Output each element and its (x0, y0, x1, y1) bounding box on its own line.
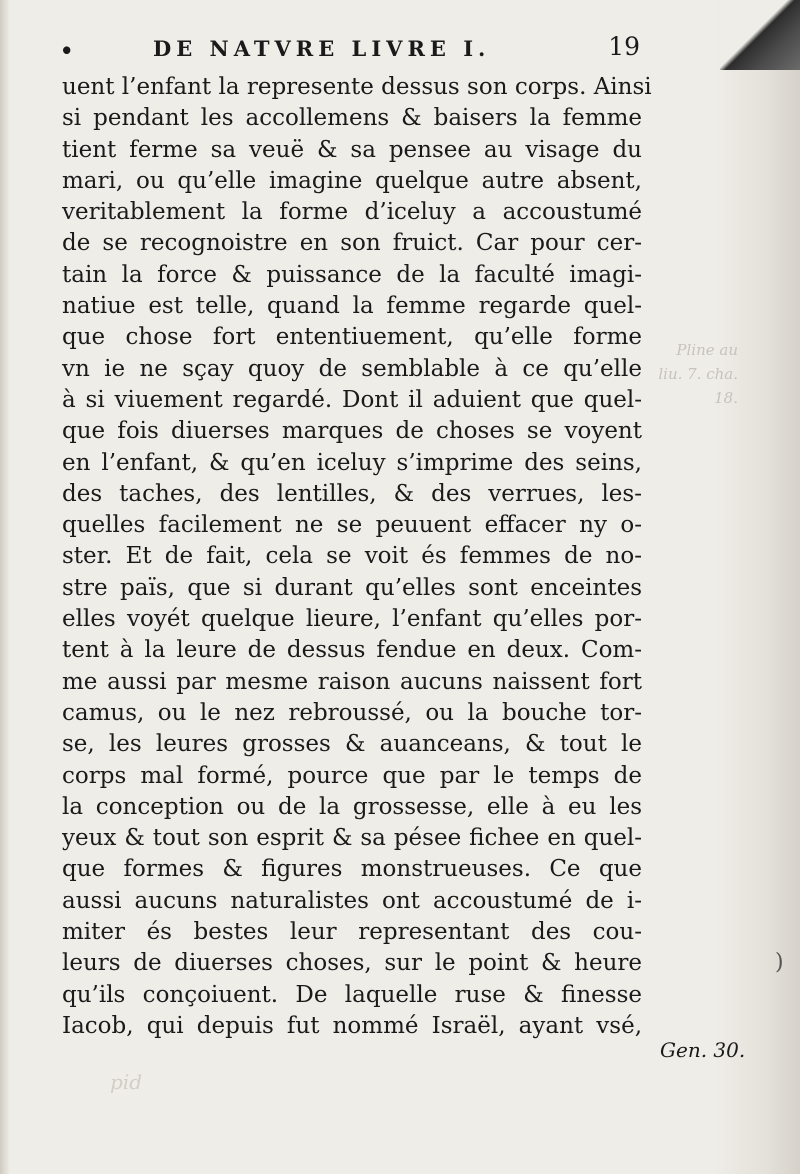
text-line: que fois diuerses marques de choses se voyent (62, 418, 642, 445)
text-line: des taches, des lentilles, & des verrues, les- (62, 480, 642, 507)
text-line: uent l’enfant la represente dessus son corps. Ainsi (62, 74, 652, 100)
text-line: veritablement la forme d’iceluy a accoustumé (62, 199, 642, 226)
text-line: me aussi par mesme raison aucuns naissent fort (62, 668, 642, 695)
margin-note-line: liu. 7. cha. (658, 365, 738, 383)
text-line: Iacob, qui depuis fut nommé Israël, ayant vsé, (62, 1012, 642, 1039)
header-dot: • (60, 38, 74, 63)
text-line: yeux & tout son esprit & sa pésee fichee en quel- (62, 825, 642, 852)
text-line: elles voyét quelque lieure, l’enfant qu’elles por- (62, 606, 642, 633)
text-line: tent à la leure de dessus fendue en deux. Com- (62, 637, 642, 664)
text-line: que formes & figures monstrueuses. Ce que (62, 856, 642, 883)
text-line: qu’ils conçoiuent. De laquelle ruse & finesse (62, 981, 642, 1008)
text-line: quelles facilement ne se peuuent effacer ny o- (62, 512, 642, 539)
text-line: miter és bestes leur representant des cou- (62, 919, 642, 946)
text-line: de se recognoistre en son fruict. Car pour cer- (62, 230, 642, 257)
bleed-through-text: pid (110, 1070, 143, 1094)
text-line: que chose fort ententiuement, qu’elle forme (62, 324, 642, 351)
text-line: à si viuement regardé. Dont il aduient que quel- (62, 386, 642, 413)
text-line: tain la force & puissance de la faculté imagi- (62, 261, 642, 288)
text-line: tient ferme sa veuë & sa pensee au visage du (62, 136, 642, 163)
text-line: ster. Et de fait, cela se voit és femmes de no- (62, 543, 642, 570)
text-line: se, les leures grosses & auanceans, & tout le (62, 731, 642, 758)
running-header (60, 32, 640, 63)
body-text (62, 72, 652, 1042)
text-line: stre païs, que si durant qu’elles sont enceintes (62, 574, 642, 601)
page-edge-left (0, 0, 10, 1174)
page-number: 19 (608, 32, 640, 61)
text-line: mari, ou qu’elle imagine quelque autre absent, (62, 167, 642, 194)
text-line: natiue est telle, quand la femme regarde quel- (62, 293, 642, 320)
running-title: DE NATVRE LIVRE I. (153, 36, 491, 61)
margin-note-faint (648, 338, 738, 410)
text-line: aussi aucuns naturalistes ont accoustumé de i- (62, 887, 642, 914)
margin-bracket: ) (775, 950, 784, 975)
page-edge-right (715, 0, 800, 1174)
text-line: vn ie ne sçay quoy de semblable à ce qu’elle (62, 355, 642, 382)
text-line: camus, ou le nez rebroussé, ou la bouche tor- (62, 699, 642, 726)
margin-note-genesis: Gen. 30. (660, 1038, 746, 1062)
text-line: si pendant les accollemens & baisers la femme (62, 105, 642, 132)
text-line: leurs de diuerses choses, sur le point & heure (62, 950, 642, 977)
text-line: corps mal formé, pource que par le temps de (62, 762, 642, 789)
text-line: la conception ou de la grossesse, elle à eu les (62, 793, 642, 820)
page-corner-fold (720, 0, 800, 70)
margin-note-line: Pline au (676, 341, 738, 359)
margin-note-line: 18. (714, 389, 738, 407)
text-line: en l’enfant, & qu’en iceluy s’imprime des seins, (62, 449, 642, 476)
